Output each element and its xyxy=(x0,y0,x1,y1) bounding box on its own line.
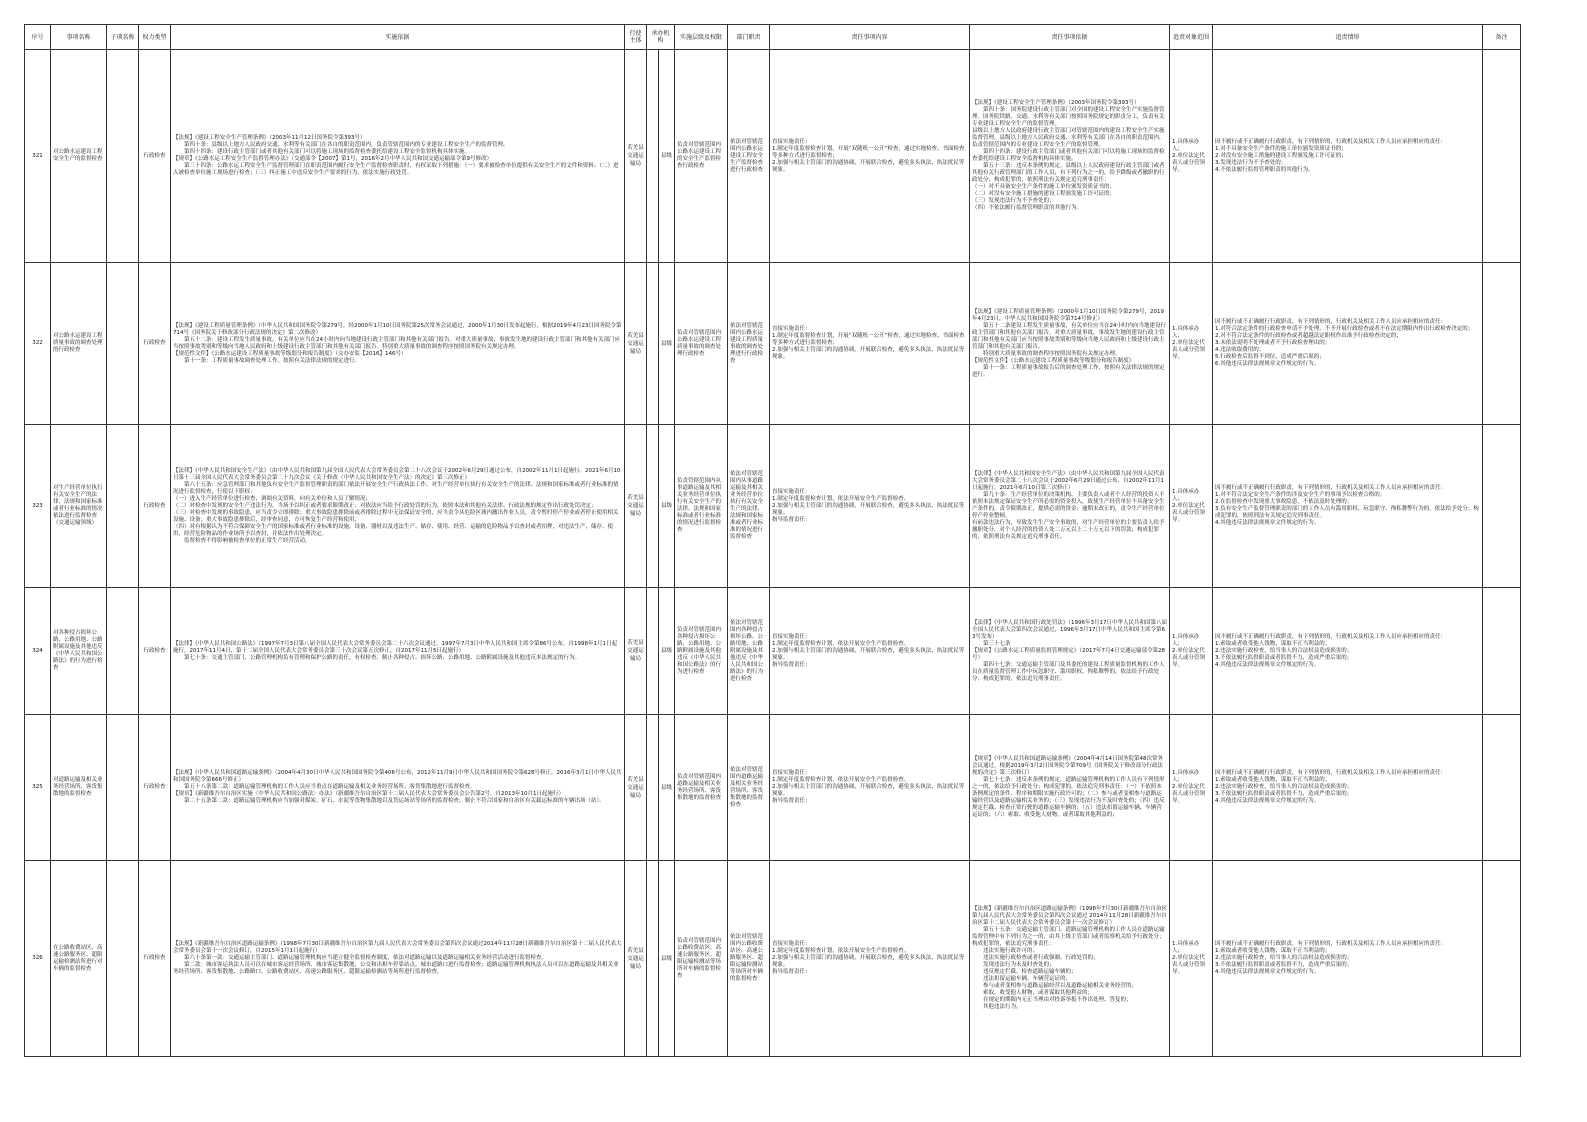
table-row xyxy=(25,425,1521,588)
cell-level-tier: 县级 xyxy=(659,861,675,1057)
cell-situation: 因不履行或不正确履行行政职责，有下列情形的，行政机关及相关工作人员应承担相应的责任： 1.对不符合法定安全生产条件的涉及安全生产的事项予以检查合格的； 2.在监督检查中发现重大事故隐患，不依法及时处理的； 3.负有安全生产监督管理职责的部门的工作人员有滥用职权、玩忽职守、徇私舞弊行为的，依法给予处分；构成犯罪的，依照刑法有关规定追究刑事责任。 4.其他违反法律法规规章文件规定的行为。 xyxy=(1213,425,1483,588)
cell-remark xyxy=(1483,715,1521,861)
cell-resp: 直接实施责任： 1.制定年度监督检查计划，开展“双随机一公开”检查，通过实地检查、书面检查等多种方式进行监督检查； 2.加强与相关主管部门的沟通协调，开展联合检查，避免多头执法、执法扰民等现象。 xyxy=(770,50,970,263)
header-row xyxy=(25,25,1521,50)
cell-resp-basis: 【规章】《中华人民共和国道路运输条例》（2004年4月14日国务院第48次常务会议通过，根据2019年3月2日国务院令第709号《国务院关于修改部分行政法规的决定》第三次修订） 第七十七条：违反本条例的规定，道路运输管理机构的工作人员有下列情形之一的，依法给予行政处分；构成犯罪的，依法追究刑事责任：（一）不依照本条例规定的条件、程序和期限实施行政许可的；（二）参与或者变相参与道路运输经营以及道路运输相关业务的；（三）发现违法行为不及时查处的；（四）违反规定拦截、检查正常行驶的道路运输车辆的；（五）违法扣留运输车辆、车辆营运证的；（六）索取、收受他人财物，或者谋取其他利益的； xyxy=(970,715,1170,861)
cell-remark xyxy=(1483,588,1521,715)
header-subject: 行使主体 xyxy=(625,25,647,50)
cell-name: 对公路水运建设工程质量事故的调查处理的行政检查 xyxy=(51,263,107,425)
header-dept: 部门职责 xyxy=(728,25,770,50)
cell-dept: 依法对管辖范围内从事道路运输及其相关业务经营单位执行有关安全生产的法律、法规和国家标准或者行业标准的情况进行监督检查 xyxy=(728,425,770,588)
cell-basis: 【法律】《中华人民共和国安全生产法》（由中华人民共和国第九届全国人民代表大会常务委员会第二十八次会议于2002年6月29日通过公布，自2002年11月1日起施行。2021年6月10日第十三届全国人民代表大会常务委员会第二十九次会议《关于修改〈中华人民共和国安全生产法〉的决定》第三次修正） 第六十五条：应急管理部门和其他负有安全生产监督管理职责的部门依法开展安全生产行政执法工作，对生产经营单位执行有关安全生产的法律、法规和国家标准或者行业标准的情况进行监督检查，行使以下职权： （一）进入生产经营单位进行检查，调阅有关资料，向有关单位和人员了解情况； （二）对检查中发现的安全生产违法行为，当场予以纠正或者要求限期改正；对依法应当给予行政处罚的行为，依照本法和其他有关法律、行政法规的规定作出行政处罚决定； （三）对检查中发现的事故隐患，应当责令立即排除；重大事故隐患排除前或者排除过程中无法保证安全的，应当责令从危险区域内撤出作业人员，责令暂时停产停业或者停止使用相关设施、设备；重大事故隐患排除后，经审查同意，方可恢复生产经营和使用； （四）对有根据认为不符合保障安全生产的国家标准或者行业标准的设施、设备、器材以及违法生产、储存、使用、经营、运输的危险物品予以查封或者扣押，对违法生产、储存、使用、经营危险物品的作业场所予以查封，并依法作出处理决定。 监督检查不得影响被检查单位的正常生产经营活动。 xyxy=(171,425,625,588)
header-basis: 实施依据 xyxy=(171,25,625,50)
cell-sub xyxy=(107,50,139,263)
cell-subject: 若羌县交通运输局 xyxy=(625,263,647,425)
cell-name: 对生产经营单位执行有关安全生产的法律、法规和国家标准或者行业标准的情况依法进行监督检查（交通运输领域） xyxy=(51,425,107,588)
responsibility-table xyxy=(24,24,1521,1057)
cell-seq: 325 xyxy=(25,715,51,861)
cell-dept: 依法对管辖范围内各种侵占损坏公路、公路用地、公路附属设施及其他违反《中华人民共和国公路法》的行为进行检查 xyxy=(728,588,770,715)
cell-basis: 【法规】《中华人民共和国道路运输条例》（2004年4月30日中华人民共和国国务院令第406号公布，2012年11月9日中华人民共和国国务院令第628号修正，2016年3月1日中华人民共和国国务院令第666号修正） 第五十八条第二款：道路运输管理机构的工作人员应当重点在道路运输及相关业务经营场所、客货集散地进行监督检查。 【规章】《新疆维吾尔自治区实施〈中华人民共和国公路法〉办法》（新疆维吾尔自治区第十二届人民代表大会常务委员会公告第2号，自2013年10月1日起施行） 第二十五条第二款：道路运输管理机构应当加强对煤炭、矿石、水泥等货物集散地以及货运场站等场所的监督检查，制止不符合国家和自治区有关载运标准的车辆出场（站）。 xyxy=(171,715,625,861)
cell-scope: 1.具体承办人； 2.单位法定代表人或分管领导。 xyxy=(1170,588,1213,715)
cell-basis: 【法律】《中华人民共和国公路法》（1997年7月3日第八届全国人民代表大会常务委员会第二十六次会议通过，1997年7月3日中华人民共和国主席令第86号公布，自1998年1月1日起施行，2017年11月4日，第十二届全国人民代表大会常务委员会第三十次会议第五次修正，自2017年11月5日起施行） 第七十条：交通主管部门、公路管理机构负有管理和保护公路的责任，有权检查、制止各种侵占、损坏公路、公路用地、公路附属设施及其他违反本法规定的行为。 xyxy=(171,588,625,715)
cell-sub xyxy=(107,425,139,588)
cell-situation: 因不履行或不正确履行行政职责，有下列情形的，行政机关及相关工作人员应承担相应的责任： 1.索取或者收受他人钱物、谋取不正当利益的； 2.违法实施行政检查，给当事人的合法权益造成损害的； 3.不依法履行监督职责或者监督不力，造成严重后果的； 4.其他违反法律法规规章文件规定的行为。 xyxy=(1213,588,1483,715)
header-remark: 备注 xyxy=(1483,25,1521,50)
cell-basis: 【法规】《新疆维吾尔自治区道路运输条例》（1998年7月30日新疆维吾尔自治区第九届人民代表大会常务委员会第四次会议通过2014年11月28日新疆维吾尔自治区第十二届人民代表大会常务委员会第十一次会议修订，自2015年1月1日起施行） 第六十条第一款：交通运输主管部门、道路运输管理机构应当建立健全监督检查制度，依法对道路运输以及道路运输相关业务经营活动进行监督检查。 第二款：城市客运执法人员可以在城市客运经营场所、城市客运集散地、公交和出租车停靠站点、城市道路口进行监督检查；道路运输管理机构执法人员可以在道路运输及其相关业务经营场所、客货集散地、公路路口、公路收费站区、高速公路服务区、超限运输检测站等场所进行监督检查。 xyxy=(171,861,625,1057)
cell-sub xyxy=(107,861,139,1057)
header-power: 权力类型 xyxy=(139,25,171,50)
cell-resp-basis: 【法律】《中华人民共和国行政处罚法》（1996年3月17日中华人民共和国第八届全国人民代表大会第四次会议通过，1996年3月17日中华人民共和国主席令第63号发布） 第三十七条 【规章】《公路水运工程质量监督管理规定》（2017年7月4日交通运输部令第28号） 第四十七条：交通运输主管部门及其委托的建设工程质量监督机构的工作人员在质量监督管理工作中玩忽职守、滥用职权、徇私舞弊的，依法给予行政处分；构成犯罪的，依法追究刑事责任。 xyxy=(970,588,1170,715)
header-seq: 序号 xyxy=(25,25,51,50)
cell-seq: 322 xyxy=(25,263,51,425)
cell-subject: 若羌县交通运输局 xyxy=(625,425,647,588)
cell-remark xyxy=(1483,425,1521,588)
cell-name: 对道路运输及相关业务经营场所、客货集散地的监督检查 xyxy=(51,715,107,861)
cell-seq: 324 xyxy=(25,588,51,715)
cell-level-tier: 县级 xyxy=(659,263,675,425)
cell-dept: 依法对管辖范围内公路水运建设工程质量事故的调查处理进行行政检查 xyxy=(728,263,770,425)
cell-power: 行政检查 xyxy=(139,861,171,1057)
cell-power: 行政检查 xyxy=(139,715,171,861)
cell-office xyxy=(647,861,659,1057)
cell-level-tier: 县级 xyxy=(659,425,675,588)
cell-basis: 【法规】《建设工程质量管理条例》（中华人民共和国国务院令第279号，经2000年1月10日国务院第25次常务会议通过，2000年1月30日发布起施行，根据2019年4月23日国务院令第714号《国务院关于修改部分行政法规的决定》第二次修改） 第五十二条：建设工程发生质量事故，有关单位应当在24小时内向当地建设行政主管部门和其他有关部门报告。对重大质量事故，事故发生地的建设行政主管部门和其他有关部门应当按照事故类别和等级向当地人民政府和上级建设行政主管部门和其他有关部门报告。特别重大质量事故的调查程序按照国务院有关规定办理。 【规范性文件】《公路水运建设工程质量事故等级划分和报告制度》（交办安监【2016】146号） 第十一条：工程质量事故调查处理工作，按照有关法律法规的规定进行。 xyxy=(171,263,625,425)
cell-subject: 若羌县交通运输局 xyxy=(625,588,647,715)
cell-scope: 1.具体承办人； 2.单位法定代表人或分管领导。 xyxy=(1170,50,1213,263)
cell-power: 行政检查 xyxy=(139,425,171,588)
cell-resp-basis: 【法规】《建设工程安全生产管理条例》（2003年国务院令第393号） 第四十条：国务院建设行政主管部门对全国的建设工程安全生产实施监督管理。国务院铁路、交通、水利等有关部门按照国务院规定的职责分工，负责有关专业建设工程安全生产的监督管理。 县级以上地方人民政府建设行政主管部门对管辖范围内的建设工程安全生产实施监督管理。县级以上地方人民政府交通、水利等有关部门在各自的职责范围内，负责管辖范围内的专业建设工程安全生产的监督管理。 第四十四条：建设行政主管部门或者其他有关部门可以将施工现场的监督检查委托给建设工程安全监督机构具体实施。 第五十三条：违反本条例的规定，县级以上人民政府建设行政主管部门或者其他有关行政管理部门的工作人员，有下列行为之一的，给予降级或者撤职的行政处分；构成犯罪的，依照刑法有关规定追究刑事责任： （一）对不具备安全生产条件的施工单位颁发资质证书的； （二）对没有安全施工措施的建设工程颁发施工许可证的； （三）发现违法行为不予查处的； （四）不依法履行监督管理职责的其他行为。 xyxy=(970,50,1170,263)
cell-situation: 因不履行或不正确履行行政职责，有下列情形的，行政机关及相关工作人员应承担相应的责任： 1.对不具备安全生产条件的施工单位颁发资质证书的； 2.对没有安全施工措施的建设工程颁发施工许可证的； 3.发现违法行为不予查处的； 4.不依法履行监督管理职责的其他行为。 xyxy=(1213,50,1483,263)
cell-name: 在公路收费站区、高速公路服务区、超限运输检测站所进行对车辆的监督检查 xyxy=(51,861,107,1057)
cell-remark xyxy=(1483,263,1521,425)
cell-seq: 326 xyxy=(25,861,51,1057)
cell-sub xyxy=(107,263,139,425)
cell-situation: 因不履行或不正确履行行政职责，有下列情形的，行政机关及相关工作人员应承担相应的责任： 1.索取或者收受他人钱物、谋取不正当利益的； 2.违法实施行政检查，给当事人的合法权益造成损害的； 3.不依法履行监督职责或者监督不力，造成严重后果的； 4.其他违反法律法规规章文件规定的行为。 xyxy=(1213,861,1483,1057)
header-resp-basis: 责任事项依据 xyxy=(970,25,1170,50)
cell-level-tier: 县级 xyxy=(659,588,675,715)
cell-level: 负责对管辖范围内各种侵占损坏公路、公路用地、公路附属设施及其他违反《中华人民共和国公路法》的行为进行检查 xyxy=(675,588,728,715)
cell-resp: 直接实施责任： 1.制定年度监督检查计划，依法开展安全生产监督检查。 2.加强与相关主管部门的沟通协调，开展联合检查，避免多头执法、执法扰民等现象。 指导监督责任： xyxy=(770,425,970,588)
cell-remark xyxy=(1483,861,1521,1057)
cell-scope: 1.具体承办人； 2.单位法定代表人或分管领导。 xyxy=(1170,263,1213,425)
cell-level: 负责对管辖范围内公路水运建设工程的安全生产监督检查行政检查 xyxy=(675,50,728,263)
cell-power: 行政检查 xyxy=(139,263,171,425)
cell-level: 负责管辖范围内从事道路运输及其相关业务经营单位执行有关安全生产的法律、法规和国家标准或者行业标准的情况进行监督检查 xyxy=(675,425,728,588)
cell-resp: 直接实施责任： 1.制定年度监督检查计划，依法开展安全生产监督检查。 2.加强与相关主管部门的沟通协调，开展联合检查，避免多头执法、执法扰民等现象。 指导监督责任： xyxy=(770,861,970,1057)
header-sub: 子项名称 xyxy=(107,25,139,50)
cell-scope: 1.具体承办人； 2.单位法定代表人或分管领导。 xyxy=(1170,715,1213,861)
header-scope: 追责对象范围 xyxy=(1170,25,1213,50)
table-row xyxy=(25,263,1521,425)
table-row xyxy=(25,861,1521,1057)
cell-seq: 321 xyxy=(25,50,51,263)
cell-level: 负责对管辖范围内公路收费站区、高速公路服务区、超限运输检测站等场所对车辆的监督检查 xyxy=(675,861,728,1057)
cell-office xyxy=(647,50,659,263)
cell-resp-basis: 【法规】《新疆维吾尔自治区道路运输条例》（1998年7月30日新疆维吾尔自治区第九届人民代表大会常务委员会第四次会议通过 2014年11月28日新疆维吾尔自治区第十二届人民代表大会常务委员会第十一次会议修订） 第五十五条：交通运输主管部门、道路运输管理机构的工作人员在道路运输监督管理中有下列行为之一的，由其上级主管部门或者监察机关给予行政处分；构成犯罪的，依法追究刑事责任： 违法实施行政许可的； 违法实施行政检查或者行政强制、行政处罚的； 发现违法行为未及时查处的； 违反规定拦截、检查道路运输车辆的； 违法扣留运输车辆、车辆营运证的； 参与或者变相参与道路运输经营以及道路运输相关业务经营的； 索取、收受他人财物，或者谋取其他利益的； 在规定的期限内无正当理由对投诉举报不作出处理、答复的； 其他违法行为。 xyxy=(970,861,1170,1057)
cell-situation: 因不履行或不正确履行行政职责，有下列情形的，行政机关及相关工作人员应承担相应的责任： 1.索取或者收受他人钱物、谋取不正当利益的； 2.违法实施行政检查，给当事人的合法权益造成损害的； 3.不依法履行监督职责或者监督不力，造成严重后果的； 4.其他违反法律法规规章文件规定的行为。 xyxy=(1213,715,1483,861)
cell-level-tier: 县级 xyxy=(659,715,675,861)
cell-seq: 323 xyxy=(25,425,51,588)
cell-name: 对各种侵占损坏公路、公路用地、公路附属设施及其他违反《中华人民共和国公路法》的行为进行检查 xyxy=(51,588,107,715)
table-row xyxy=(25,588,1521,715)
table-row xyxy=(25,50,1521,263)
cell-basis: 【法规】《建设工程安全生产管理条例》（2003年11月12日国务院令第393号） 第四十条：县级以上地方人民政府交通、水利等有关部门在各自的职责范围内，负责管辖范围内的专业建设工程安全生产的监督管理。 第四十四条：建设行政主管部门或者其他有关部门可以将施工现场的监督检查委托给建设工程安全监督机构具体实施。 【规章】《公路水运工程安全生产监督管理办法》（交通部令【2007】第1号，2016年2月中华人民共和国交通运输部令第9号修改） 第三十四条：公路水运工程安全生产监督管理部门在职责范围内履行安全生产监督检查职责时，有权采取下列措施：（一）要求被检查单位提供有关安全生产的文件和资料；（二）进入被检查单位施工现场进行检查；（三）纠正施工中违反安全生产要求的行为，依法实施行政处罚。 xyxy=(171,50,625,263)
cell-office xyxy=(647,715,659,861)
cell-scope: 1.具体承办人； 2.单位法定代表人或分管领导。 xyxy=(1170,425,1213,588)
cell-scope: 1.具体承办人； 2.单位法定代表人或分管领导。 xyxy=(1170,861,1213,1057)
header-situation: 追责情形 xyxy=(1213,25,1483,50)
cell-level-tier: 县级 xyxy=(659,50,675,263)
cell-sub xyxy=(107,715,139,861)
cell-power: 行政检查 xyxy=(139,50,171,263)
cell-resp-basis: 【法律】《中华人民共和国安全生产法》（由中华人民共和国第九届全国人民代表大会常务委员会第二十八次会议于2002年6月29日通过公布，自2002年11月1日起施行。2021年6月10日第三次修正） 第九十条：生产经营单位的决策机构、主要负责人或者个人经营的投资人不依照本法规定保证安全生产所必需的资金投入，致使生产经营单位不具备安全生产条件的，责令限期改正，提供必需的资金；逾期未改正的，责令生产经营单位停产停业整顿。 有前款违法行为，导致发生生产安全事故的，对生产经营单位的主要负责人给予撤职处分，对个人经营的投资人处二万元以上二十万元以下的罚款；构成犯罪的，依照刑法有关规定追究刑事责任。 xyxy=(970,425,1170,588)
cell-name: 对公路水运建设工程安全生产的监督检查 xyxy=(51,50,107,263)
cell-dept: 依法对管辖范围内公路水运建设工程安全生产监督检查进行行政检查 xyxy=(728,50,770,263)
header-name: 事项名称 xyxy=(51,25,107,50)
cell-subject: 若羌县交通运输局 xyxy=(625,50,647,263)
header-resp: 责任事项内容 xyxy=(770,25,970,50)
table-row xyxy=(25,715,1521,861)
cell-office xyxy=(647,425,659,588)
cell-dept: 依法对管辖范围内道路运输及相关业务经营场所、客货集散地的监督检查 xyxy=(728,715,770,861)
cell-subject: 若羌县交通运输局 xyxy=(625,861,647,1057)
cell-sub xyxy=(107,588,139,715)
cell-office xyxy=(647,263,659,425)
document-sheet xyxy=(24,24,1520,1057)
header-office: 承办机构 xyxy=(647,25,675,50)
cell-level: 负责对管辖范围内道路运输及相关业务经营场所、客货集散地的监督检查 xyxy=(675,715,728,861)
cell-power: 行政检查 xyxy=(139,588,171,715)
header-level: 实施层级及权限 xyxy=(675,25,728,50)
cell-resp: 直接实施责任： 1.制定年度监督检查计划，依法开展安全生产监督检查。 2.加强与相关主管部门的沟通协调，开展联合检查，避免多头执法、执法扰民等现象。 指导监督责任： xyxy=(770,715,970,861)
cell-office xyxy=(647,588,659,715)
cell-subject: 若羌县交通运输局 xyxy=(625,715,647,861)
cell-remark xyxy=(1483,50,1521,263)
cell-situation: 因不履行或不正确履行行政职责，有下列情形的，行政机关及相关工作人员应承担相应的责任： 1.对符合法定条件的行政检查申请不予处理、不予开展行政检查或者不在法定期限内作出行政检查决定的； 2.对不符合法定条件的行政检查或者超越法定职权作出准予行政检查决定的； 3.未依法说明不处理或者不予行政检查理由的； 4.违法收取费用的； 5.行政检查后监督不到位，造成严重后果的； 6.其他违反法律法规规章文件规定的行为。 xyxy=(1213,263,1483,425)
cell-resp: 直接实施责任： 1.制定年度监督检查计划，开展“双随机一公开”检查，通过实地检查、书面检查等多种方式进行监督检查； 2.加强与相关主管部门的沟通协调，开展联合检查，避免多头执法、执法扰民等现象。 xyxy=(770,263,970,425)
cell-resp: 直接实施责任： 1.制定年度监督检查计划，依法开展安全生产监督检查。 2.加强与相关主管部门的沟通协调，开展联合检查，避免多头执法、执法扰民等现象。 指导监督责任： xyxy=(770,588,970,715)
cell-dept: 依法对管辖范围内公路收费站区、高速公路服务区、超限运输检测站等场所对车辆的监督检查 xyxy=(728,861,770,1057)
cell-level: 负责对管辖范围内公路水运建设工程质量事故的调查处理行政检查 xyxy=(675,263,728,425)
cell-resp-basis: 【法规】《建设工程质量管理条例》（2000年1月10日国务院令第279号，2019年4月23日，中华人民共和国国务院令第714号修正） 第五十二条建设工程发生质量事故，有关单位应当在24小时内向当地建设行政主管部门和其他有关部门报告。对重大质量事故，事故发生地的建设行政主管部门和其他有关部门应当按照事故类别和等级向当地人民政府和上级建设行政主管部门和其他有关部门报告。 特别重大质量事故的调查程序按照国务院有关规定办理。 【规范性文件】《公路水运建设工程质量事故等级划分和报告制度》 第十一条：工程质量事故报告后的调查处理工作，按照有关法律法规的规定进行。 xyxy=(970,263,1170,425)
